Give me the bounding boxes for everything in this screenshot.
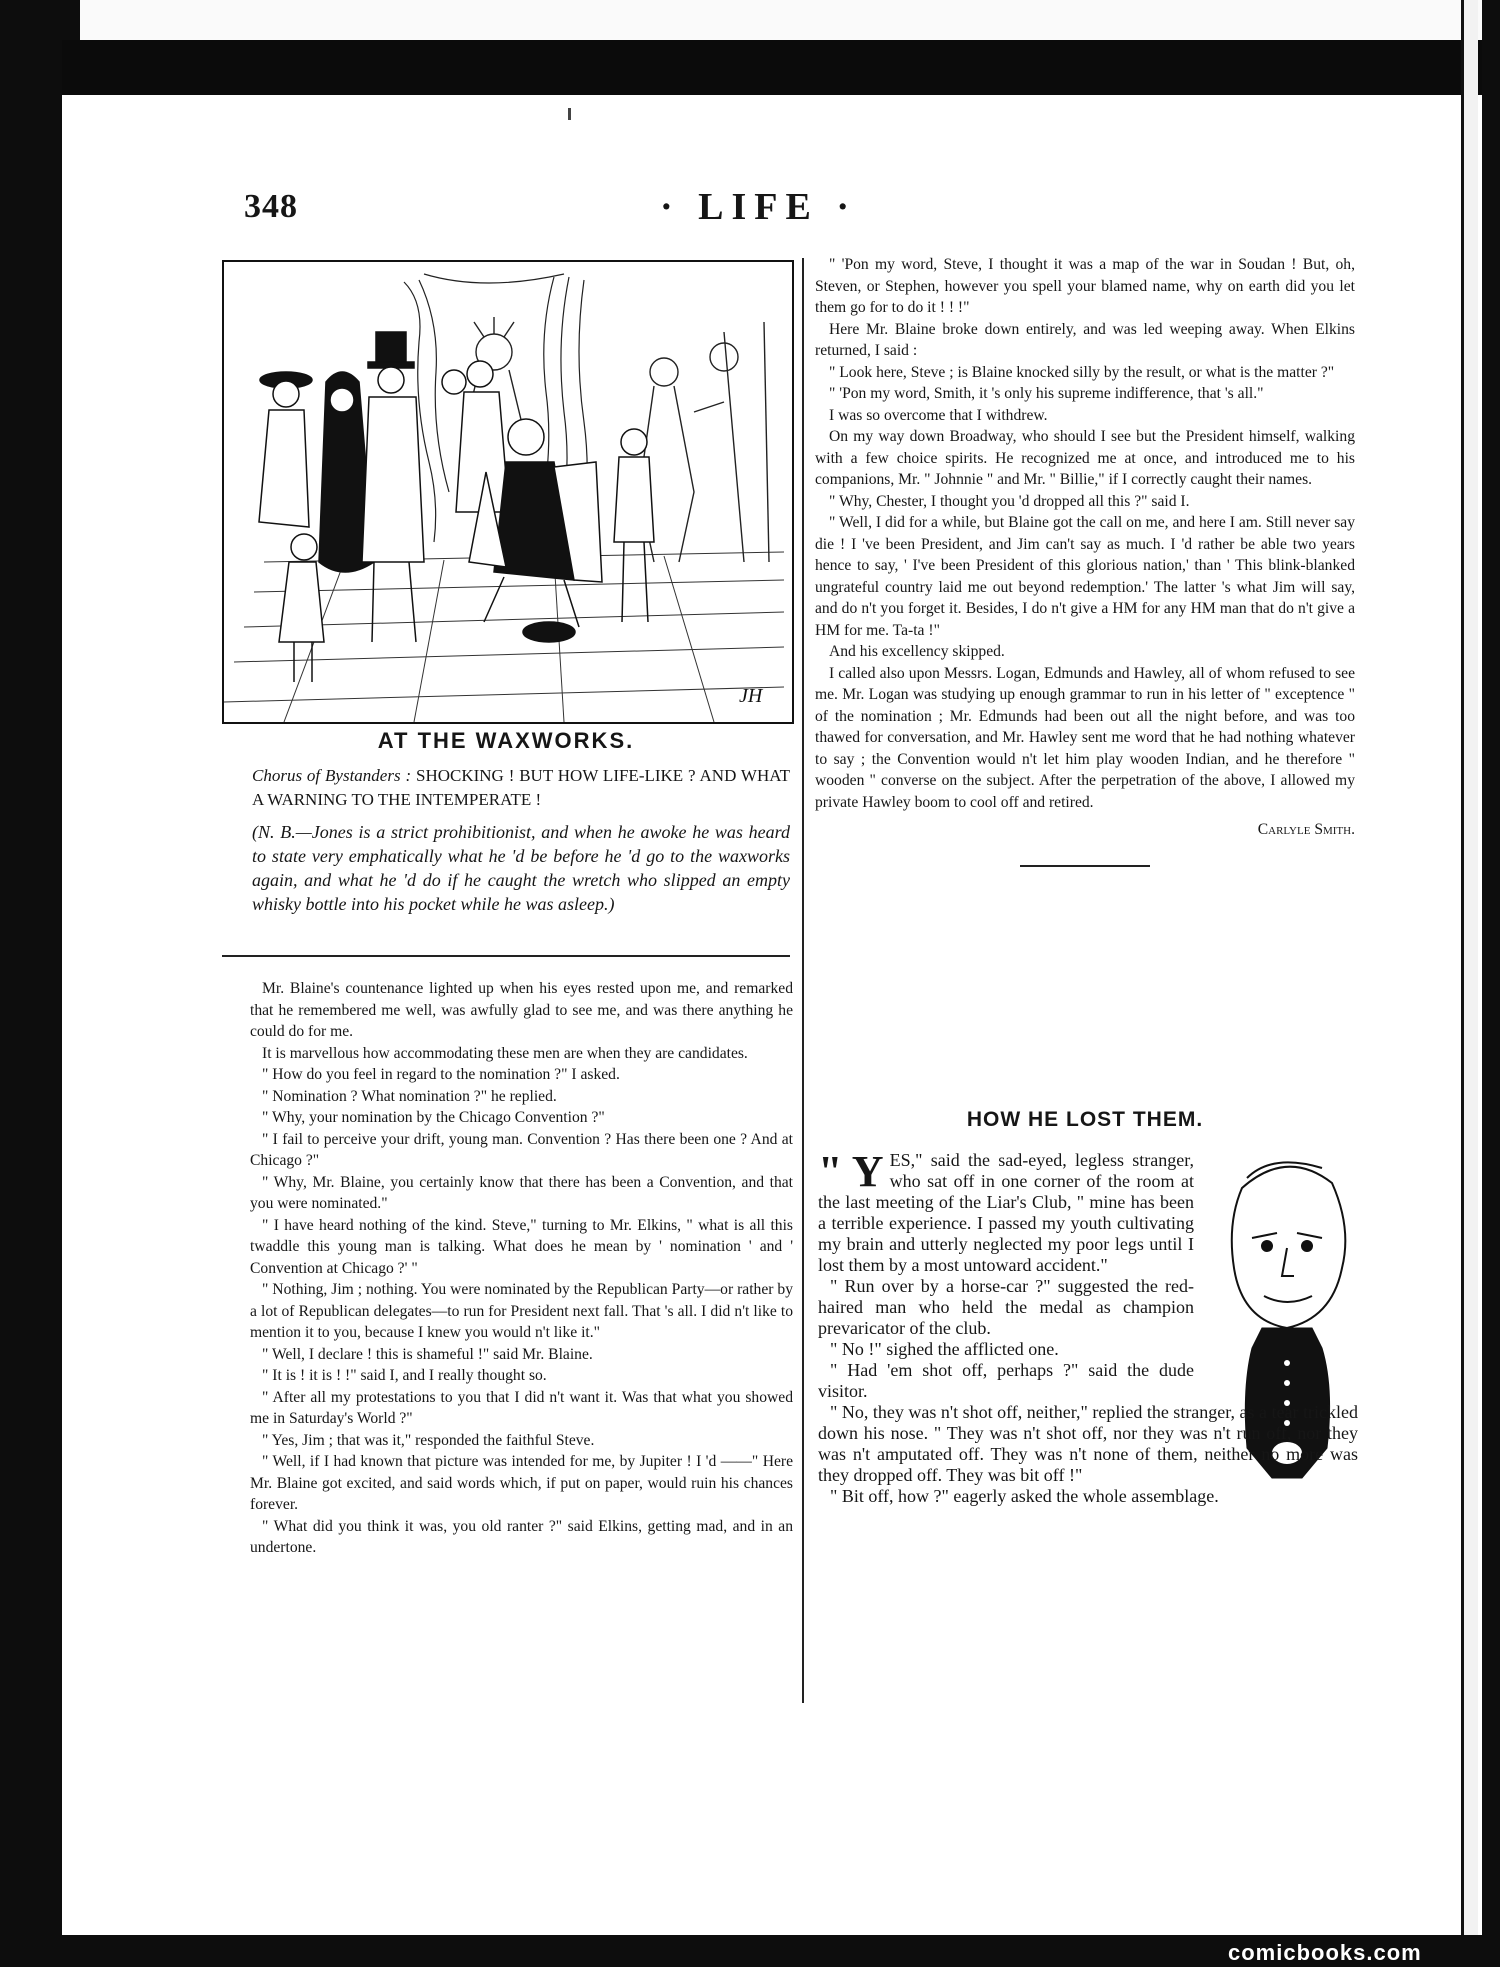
- paragraph: " Well, if I had known that picture was intended for me, by Jupiter ! I 'd ——" Here Mr. Blaine got excited, and said words which, if put on paper, would ruin his chances forever.: [250, 1453, 793, 1513]
- paragraph: " Why, your nomination by the Chicago Convention ?": [262, 1109, 605, 1126]
- story-paragraph: " Run over by a horse-car ?" suggested the red-haired man who held the medal as champion prevaricator of the club.: [818, 1276, 1194, 1338]
- story-paragraph: " No, they was n't shot off, neither," replied the stranger, as a tear trickled down his nose. " They was n't shot off, nor they was n't run off, nor they was n't amputated off. They was n't none of them, neither no more was they dropped off. They was bit off !": [818, 1402, 1358, 1485]
- paragraph: " 'Pon my word, Steve, I thought it was a map of the war in Soudan ! But, oh, Steven, or Stephen, however you spell your blamed name, why on earth did you let them go for to do it ! ! !": [815, 256, 1355, 316]
- left-article-column: [250, 978, 793, 1559]
- paragraph: I was so overcome that I withdrew.: [829, 406, 1048, 424]
- paragraph: " Yes, Jim ; that was it," responded the faithful Steve.: [262, 1431, 595, 1449]
- paragraph: It is marvellous how accommodating these men are when they are candidates.: [262, 1044, 748, 1062]
- story-opening-text: ES," said the sad-eyed, legless stranger, who sat off in one corner of the room at the last meeting of the Liar's Club, " mine has been a terrible experience. I passed my youth cultivating my brain and utterly neglected my poor legs until I lost them by a most untoward accident.": [818, 1150, 1194, 1275]
- scan-frame-top-edge: [80, 0, 1500, 40]
- paragraph: " Well, I declare ! this is shameful !" said Mr. Blaine.: [262, 1345, 593, 1363]
- story-body: [818, 1147, 1358, 1507]
- paragraph: And his excellency skipped.: [829, 643, 1005, 660]
- story-title: HOW HE LOST THEM.: [966, 1108, 1204, 1131]
- column-divider: [802, 258, 804, 1703]
- paragraph: " It is ! it is ! !" said I, and I really thought so.: [262, 1367, 547, 1384]
- site-watermark: comicbooks.com: [1228, 1940, 1422, 1965]
- drop-cap: " Y: [818, 1147, 884, 1196]
- paragraph: " Nomination ? What nomination ?" he replied.: [262, 1087, 557, 1105]
- right-article-column: [815, 254, 1355, 867]
- paragraph: " I have heard nothing of the kind. Steve," turning to Mr. Elkins, " what is all this twaddle this young man is talking. What does he mean by ' nomination ' and ' Convention at Chicago ?' ": [250, 1216, 793, 1277]
- waxworks-illustration: [222, 260, 794, 724]
- short-divider: [1020, 865, 1150, 867]
- page-number: 348: [244, 188, 298, 225]
- scan-frame-band: [60, 40, 1500, 95]
- paragraph: " I fail to perceive your drift, young man. Convention ? Has there been one ? And at Chicago ?": [250, 1130, 793, 1169]
- paragraph: On my way down Broadway, who should I see but the President himself, walking with a few choice spirits. He recognized me at once, and introduced me to his companions, Mr. " Johnnie " and Mr. " Billie," if I correctly caught their names.: [815, 428, 1355, 488]
- scan-mark: [568, 108, 571, 120]
- author-signature: Carlyle Smith.: [1257, 821, 1355, 838]
- story-paragraph: " Had 'em shot off, perhaps ?" said the dude visitor.: [818, 1360, 1194, 1401]
- story-paragraph: " Bit off, how ?" eagerly asked the whole assemblage.: [830, 1486, 1219, 1506]
- illustration-caption: AT THE WAXWORKS.: [377, 728, 635, 753]
- paragraph: " Nothing, Jim ; nothing. You were nominated by the Republican Party—or rather by a lot of Republican delegates—to run for President next fall. That 's all. I did n't like to mention it to you, because I knew you would n't like it.": [250, 1281, 793, 1341]
- chorus-line: [252, 764, 790, 812]
- scan-frame-left: [0, 0, 62, 1967]
- paragraph: " Why, Chester, I thought you 'd dropped all this ?" said I.: [829, 492, 1190, 510]
- waxworks-drawing: [224, 262, 792, 722]
- editorial-note: (N. B.—Jones is a strict prohibitionist, and when he awoke he was heard to state very emphatically what he 'd be before he 'd go to the waxworks again, and what he 'd do if he caught the wretch who slipped an empty whisky bottle into his pocket while he was asleep.): [252, 822, 790, 914]
- paragraph: Here Mr. Blaine broke down entirely, and was led weeping away. When Elkins returned, I said :: [815, 320, 1355, 359]
- story-paragraph: " No !" sighed the afflicted one.: [830, 1339, 1059, 1359]
- section-rule: [222, 955, 790, 957]
- masthead-title: · LIFE ·: [660, 186, 858, 228]
- paragraph: " Why, Mr. Blaine, you certainly know that there has been a Convention, and that you were nominated.": [250, 1173, 793, 1212]
- chorus-speaker: Chorus of Bystanders :: [252, 766, 412, 785]
- scan-frame-right: [1482, 0, 1500, 1967]
- paragraph: " How do you feel in regard to the nomination ?" I asked.: [262, 1066, 620, 1083]
- paragraph: " After all my protestations to you that I did n't want it. Was that what you showed me in Saturday's World ?": [250, 1388, 793, 1427]
- paragraph: Mr. Blaine's countenance lighted up when his eyes rested upon me, and remarked that he remembered me well, was awfully glad to see me, and was there anything he could do for me.: [250, 980, 793, 1040]
- paragraph: I called also upon Messrs. Logan, Edmunds and Hawley, all of whom refused to see me. Mr. Logan was studying up enough grammar to run in his letter of " exceptence " of the nomination ; Mr. Edmunds had been out all the night before, and was too thawed for conversation, and Mr. Hawley sent me word that he had nothing whatever to say ; the Convention would n't let him play wooden Indian, and he therefore " wooden " converse on the subject. After the perpetration of the above, I allowed my private Hawley boom to cool off and retired.: [815, 664, 1355, 811]
- story-paragraph: [818, 1147, 1194, 1276]
- paragraph: " 'Pon my word, Smith, it 's only his supreme indifference, that 's all.": [829, 385, 1264, 402]
- paragraph: " What did you think it was, you old ranter ?" said Elkins, getting mad, and in an undertone.: [250, 1517, 793, 1556]
- artist-signature: JH: [739, 685, 763, 707]
- paragraph: " Look here, Steve ; is Blaine knocked silly by the result, or what is the matter ?": [829, 363, 1335, 381]
- paragraph: " Well, I did for a while, but Blaine got the call on me, and here I am. Still never say die ! I 've been President, and Jim can't say as much. I 'd rather be able two years hence to say, ' I've been President of this glorious nation,' than ' This blink-blanked ungrateful country laid me out beyond redemption.' The latter 's what Jim will say, and do n't you forget it. Besides, I do n't give a HM for any HM man that do n't give a HM for me. Ta-ta !": [815, 514, 1355, 639]
- chorus-text: SHOCKING ! BUT HOW LIFE-LIKE ? AND WHAT A WARNING TO THE INTEMPERATE !: [252, 766, 791, 809]
- scan-frame-right-edge: [1461, 0, 1478, 1967]
